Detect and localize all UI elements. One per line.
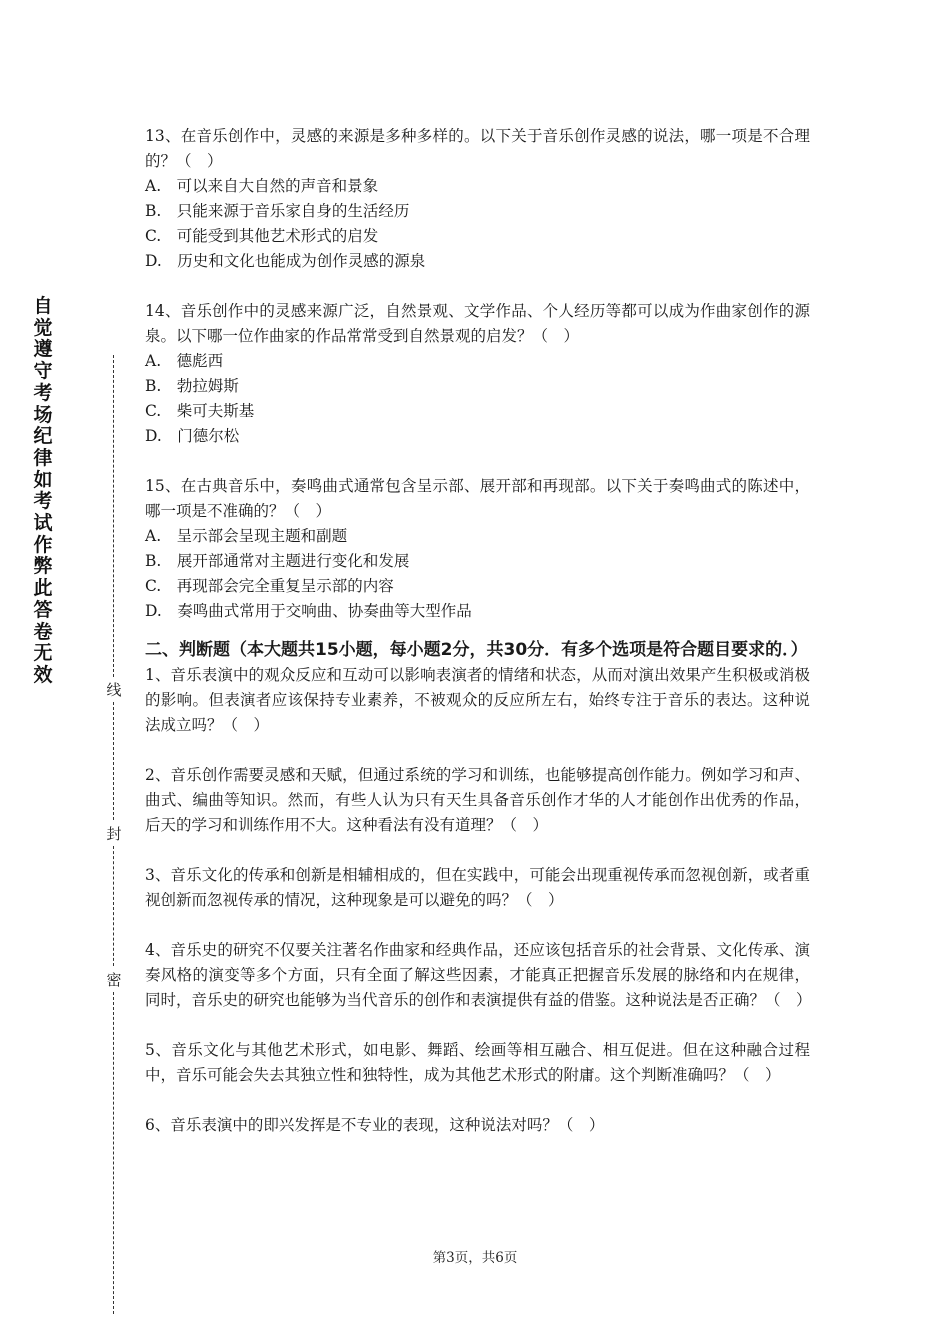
binding-label-seal: 封 [106,825,122,843]
option-a: A. 德彪西 [145,352,224,370]
option-d: D. 历史和文化也能成为创作灵感的源泉 [145,252,426,270]
binding-label-line: 线 [106,681,122,699]
exam-content [145,124,810,1138]
question-14 [145,299,810,449]
tf-question-1: 1、音乐表演中的观众反应和互动可以影响表演者的情绪和状态，从而对演出效果产生积极或消极的影响。但表演者应该保持专业素养，不被观众的反应所左右，始终专注于音乐的表达。这种说法成立吗？（ ） [145,666,810,734]
option-d: D. 门德尔松 [145,427,240,445]
binding-dashed-line [113,846,114,966]
option-b: B. 勃拉姆斯 [145,377,239,395]
option-c: C. 柴可夫斯基 [145,402,255,420]
exam-discipline-notice: 自觉遵守考场纪律如考试作弊此答卷无效 [33,295,53,686]
option-d: D. 奏鸣曲式常用于交响曲、协奏曲等大型作品 [145,602,472,620]
question-13 [145,124,810,274]
tf-question-6: 6、音乐表演中的即兴发挥是不专业的表现，这种说法对吗？（ ） [145,1116,605,1134]
tf-question-4: 4、音乐史的研究不仅要关注著名作曲家和经典作品，还应该包括音乐的社会背景、文化传承、演奏风格的演变等多个方面，只有全面了解这些因素，才能真正把握音乐发展的脉络和内在规律，同时，音乐史的研究也能够为当代音乐的创作和表演提供有益的借鉴。这种说法是否正确？（ ） [145,941,812,1009]
option-c: C. 再现部会完全重复呈示部的内容 [145,577,394,595]
question-15 [145,474,810,624]
question-stem: 15、在古典音乐中，奏鸣曲式通常包含呈示部、展开部和再现部。以下关于奏鸣曲式的陈述中，哪一项是不准确的？（ ） [145,477,810,520]
question-stem: 14、音乐创作中的灵感来源广泛，自然景观、文学作品、个人经历等都可以成为作曲家创作的源泉。以下哪一位作曲家的作品常常受到自然景观的启发？（ ） [145,302,810,345]
tf-question-2: 2、音乐创作需要灵感和天赋，但通过系统的学习和训练，也能够提高创作能力。例如学习和声、曲式、编曲等知识。然而，有些人认为只有天生具备音乐创作才华的人才能创作出优秀的作品，后天的学习和训练作用不大。这种看法有没有道理？（ ） [145,766,810,834]
page-number: 第3页，共6页 [432,1250,518,1266]
question-stem: 13、在音乐创作中，灵感的来源是多种多样的。以下关于音乐创作灵感的说法，哪一项是不合理的？（ ） [145,127,810,170]
option-a: A. 可以来自大自然的声音和景象 [145,177,379,195]
binding-label-secret: 密 [106,971,122,989]
option-c: C. 可能受到其他艺术形式的启发 [145,227,379,245]
option-b: B. 只能来源于音乐家自身的生活经历 [145,202,410,220]
option-a: A. 呈示部会呈现主题和副题 [145,527,348,545]
tf-question-3: 3、音乐文化的传承和创新是相辅相成的，但在实践中，可能会出现重视传承而忽视创新，或者重视创新而忽视传承的情况，这种现象是可以避免的吗？（ ） [145,866,810,909]
binding-dashed-line [113,702,114,820]
binding-dashed-line [113,355,114,677]
tf-question-5: 5、音乐文化与其他艺术形式，如电影、舞蹈、绘画等相互融合、相互促进。但在这种融合过程中，音乐可能会失去其独立性和独特性，成为其他艺术形式的附庸。这个判断准确吗？（ ） [145,1041,810,1084]
option-b: B. 展开部通常对主题进行变化和发展 [145,552,410,570]
section-title-true-false: 二、判断题（本大题共15小题，每小题2分，共30分．有多个选项是符合题目要求的．） [145,640,808,660]
